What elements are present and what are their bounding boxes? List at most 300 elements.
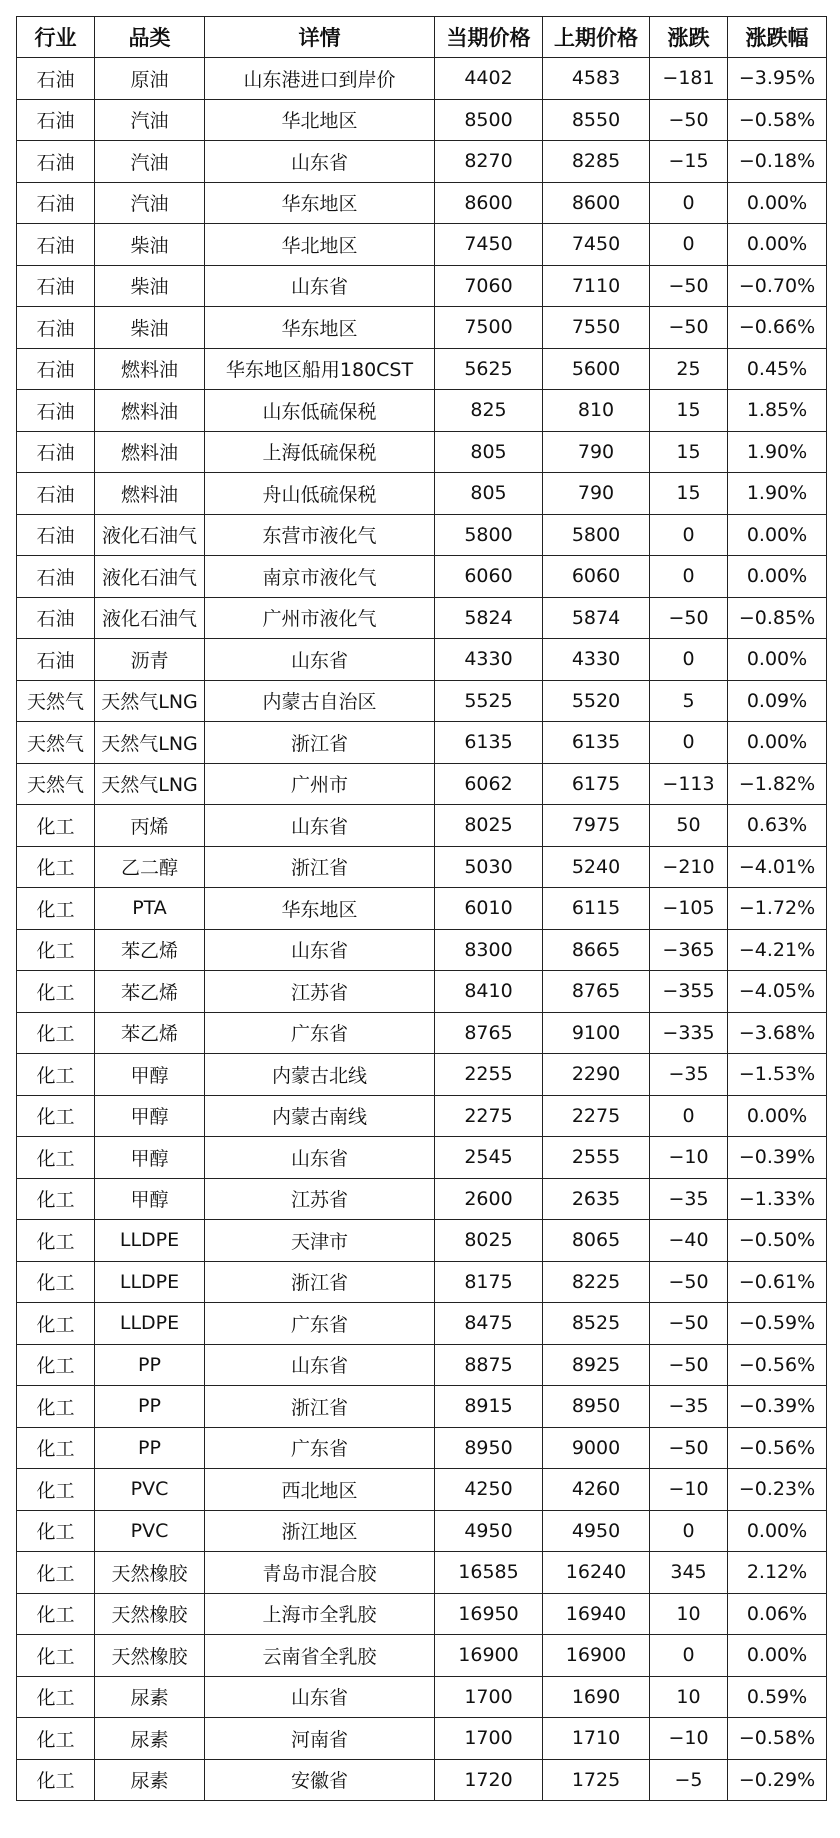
table-row <box>17 1469 827 1511</box>
cell-category: 天然气LNG <box>95 722 205 764</box>
cell-details: 华北地区 <box>205 224 435 266</box>
table-row <box>17 224 827 266</box>
cell-industry: 化工 <box>17 805 95 847</box>
cell-previous-price: 16240 <box>543 1552 650 1594</box>
cell-previous-price: 6175 <box>543 763 650 805</box>
cell-industry: 石油 <box>17 390 95 432</box>
cell-change-percent: 0.00% <box>728 1095 827 1137</box>
cell-industry: 化工 <box>17 1510 95 1552</box>
cell-industry: 石油 <box>17 348 95 390</box>
cell-change: −10 <box>650 1718 728 1760</box>
cell-change: −50 <box>650 1261 728 1303</box>
cell-change-percent: 0.09% <box>728 680 827 722</box>
table-row <box>17 1635 827 1677</box>
cell-change-percent: 0.00% <box>728 639 827 681</box>
cell-details: 浙江省 <box>205 1386 435 1428</box>
cell-current-price: 825 <box>435 390 543 432</box>
cell-previous-price: 8765 <box>543 971 650 1013</box>
cell-current-price: 5525 <box>435 680 543 722</box>
cell-previous-price: 8525 <box>543 1303 650 1345</box>
cell-previous-price: 790 <box>543 431 650 473</box>
cell-change: 345 <box>650 1552 728 1594</box>
cell-category: 柴油 <box>95 307 205 349</box>
cell-current-price: 8025 <box>435 1220 543 1262</box>
table-row <box>17 182 827 224</box>
cell-details: 浙江省 <box>205 1261 435 1303</box>
cell-industry: 化工 <box>17 1635 95 1677</box>
cell-current-price: 6135 <box>435 722 543 764</box>
cell-previous-price: 2555 <box>543 1137 650 1179</box>
cell-industry: 化工 <box>17 1593 95 1635</box>
cell-previous-price: 4583 <box>543 58 650 100</box>
cell-details: 华北地区 <box>205 99 435 141</box>
cell-current-price: 8600 <box>435 182 543 224</box>
cell-category: PVC <box>95 1510 205 1552</box>
cell-current-price: 4330 <box>435 639 543 681</box>
cell-change-percent: −1.82% <box>728 763 827 805</box>
cell-change-percent: −0.29% <box>728 1759 827 1801</box>
table-row <box>17 265 827 307</box>
table-row <box>17 929 827 971</box>
cell-current-price: 8765 <box>435 1012 543 1054</box>
cell-previous-price: 5800 <box>543 514 650 556</box>
cell-details: 青岛市混合胶 <box>205 1552 435 1594</box>
cell-change: −50 <box>650 1344 728 1386</box>
cell-category: PVC <box>95 1469 205 1511</box>
cell-details: 天津市 <box>205 1220 435 1262</box>
cell-current-price: 16585 <box>435 1552 543 1594</box>
table-row <box>17 1178 827 1220</box>
table-row <box>17 805 827 847</box>
cell-change-percent: 0.00% <box>728 1510 827 1552</box>
cell-details: 山东省 <box>205 1676 435 1718</box>
cell-details: 南京市液化气 <box>205 556 435 598</box>
cell-category: 汽油 <box>95 141 205 183</box>
cell-previous-price: 16900 <box>543 1635 650 1677</box>
cell-change-percent: −0.85% <box>728 597 827 639</box>
cell-change-percent: −0.39% <box>728 1137 827 1179</box>
table-row <box>17 390 827 432</box>
cell-change: −15 <box>650 141 728 183</box>
cell-industry: 化工 <box>17 1220 95 1262</box>
cell-industry: 化工 <box>17 1676 95 1718</box>
cell-current-price: 5824 <box>435 597 543 639</box>
cell-industry: 石油 <box>17 514 95 556</box>
cell-change: 0 <box>650 1635 728 1677</box>
cell-change: 15 <box>650 431 728 473</box>
cell-change-percent: −0.61% <box>728 1261 827 1303</box>
cell-change: −113 <box>650 763 728 805</box>
cell-change: −181 <box>650 58 728 100</box>
cell-current-price: 8950 <box>435 1427 543 1469</box>
cell-change-percent: 0.00% <box>728 556 827 598</box>
cell-details: 浙江省 <box>205 846 435 888</box>
cell-change: 25 <box>650 348 728 390</box>
cell-category: 苯乙烯 <box>95 971 205 1013</box>
cell-previous-price: 2290 <box>543 1054 650 1096</box>
cell-category: 天然橡胶 <box>95 1635 205 1677</box>
cell-details: 江苏省 <box>205 971 435 1013</box>
cell-change-percent: −0.39% <box>728 1386 827 1428</box>
cell-change-percent: 0.59% <box>728 1676 827 1718</box>
table-row <box>17 514 827 556</box>
cell-category: 燃料油 <box>95 431 205 473</box>
cell-industry: 石油 <box>17 597 95 639</box>
table-row <box>17 971 827 1013</box>
cell-change-percent: 0.00% <box>728 1635 827 1677</box>
cell-industry: 化工 <box>17 1469 95 1511</box>
table-body <box>17 58 827 1801</box>
cell-change: −50 <box>650 265 728 307</box>
cell-current-price: 8175 <box>435 1261 543 1303</box>
table-row <box>17 846 827 888</box>
cell-change: −365 <box>650 929 728 971</box>
cell-category: 甲醇 <box>95 1095 205 1137</box>
cell-previous-price: 4260 <box>543 1469 650 1511</box>
cell-change: 0 <box>650 639 728 681</box>
header-category: 品类 <box>95 17 205 58</box>
cell-change-percent: −1.33% <box>728 1178 827 1220</box>
cell-category: PTA <box>95 888 205 930</box>
cell-previous-price: 810 <box>543 390 650 432</box>
cell-current-price: 2600 <box>435 1178 543 1220</box>
table-row <box>17 1303 827 1345</box>
cell-industry: 石油 <box>17 639 95 681</box>
cell-change-percent: 0.06% <box>728 1593 827 1635</box>
cell-details: 广州市液化气 <box>205 597 435 639</box>
cell-details: 山东省 <box>205 929 435 971</box>
table-row <box>17 1386 827 1428</box>
cell-category: 沥青 <box>95 639 205 681</box>
cell-industry: 石油 <box>17 141 95 183</box>
cell-category: 汽油 <box>95 99 205 141</box>
cell-change: −40 <box>650 1220 728 1262</box>
cell-category: 苯乙烯 <box>95 929 205 971</box>
cell-category: 液化石油气 <box>95 514 205 556</box>
cell-category: 甲醇 <box>95 1137 205 1179</box>
cell-change: 50 <box>650 805 728 847</box>
cell-change-percent: −1.72% <box>728 888 827 930</box>
cell-change-percent: −0.50% <box>728 1220 827 1262</box>
cell-category: 尿素 <box>95 1676 205 1718</box>
cell-category: 柴油 <box>95 224 205 266</box>
cell-details: 安徽省 <box>205 1759 435 1801</box>
cell-category: 苯乙烯 <box>95 1012 205 1054</box>
cell-current-price: 4950 <box>435 1510 543 1552</box>
cell-change-percent: 2.12% <box>728 1552 827 1594</box>
cell-change: 0 <box>650 224 728 266</box>
cell-change: −355 <box>650 971 728 1013</box>
cell-details: 浙江地区 <box>205 1510 435 1552</box>
cell-change: 0 <box>650 556 728 598</box>
cell-change: 0 <box>650 1095 728 1137</box>
table-row <box>17 1344 827 1386</box>
cell-details: 华东地区船用180CST <box>205 348 435 390</box>
cell-industry: 化工 <box>17 1012 95 1054</box>
cell-details: 浙江省 <box>205 722 435 764</box>
commodity-price-table <box>16 16 827 1801</box>
cell-current-price: 805 <box>435 473 543 515</box>
cell-industry: 石油 <box>17 556 95 598</box>
cell-previous-price: 5520 <box>543 680 650 722</box>
cell-previous-price: 8950 <box>543 1386 650 1428</box>
header-previous-price: 上期价格 <box>543 17 650 58</box>
cell-current-price: 8875 <box>435 1344 543 1386</box>
cell-change-percent: −4.01% <box>728 846 827 888</box>
table-row <box>17 1759 827 1801</box>
cell-details: 内蒙古南线 <box>205 1095 435 1137</box>
cell-change-percent: 0.00% <box>728 224 827 266</box>
cell-category: PP <box>95 1427 205 1469</box>
cell-industry: 天然气 <box>17 680 95 722</box>
cell-previous-price: 8925 <box>543 1344 650 1386</box>
cell-category: 甲醇 <box>95 1178 205 1220</box>
cell-previous-price: 8225 <box>543 1261 650 1303</box>
cell-change-percent: 0.45% <box>728 348 827 390</box>
cell-current-price: 2255 <box>435 1054 543 1096</box>
cell-current-price: 8025 <box>435 805 543 847</box>
table-row <box>17 1676 827 1718</box>
table-row <box>17 1012 827 1054</box>
cell-change-percent: −0.58% <box>728 99 827 141</box>
cell-change-percent: −0.56% <box>728 1427 827 1469</box>
cell-previous-price: 2275 <box>543 1095 650 1137</box>
cell-change: −50 <box>650 307 728 349</box>
table-row <box>17 1137 827 1179</box>
cell-category: 甲醇 <box>95 1054 205 1096</box>
cell-previous-price: 7450 <box>543 224 650 266</box>
cell-industry: 化工 <box>17 888 95 930</box>
cell-current-price: 1700 <box>435 1676 543 1718</box>
table-row <box>17 1552 827 1594</box>
header-current-price: 当期价格 <box>435 17 543 58</box>
cell-current-price: 1700 <box>435 1718 543 1760</box>
cell-details: 云南省全乳胶 <box>205 1635 435 1677</box>
cell-previous-price: 4330 <box>543 639 650 681</box>
cell-change-percent: −3.68% <box>728 1012 827 1054</box>
cell-current-price: 5030 <box>435 846 543 888</box>
cell-details: 上海低硫保税 <box>205 431 435 473</box>
cell-industry: 化工 <box>17 1054 95 1096</box>
cell-category: 尿素 <box>95 1718 205 1760</box>
cell-previous-price: 1710 <box>543 1718 650 1760</box>
cell-change-percent: −0.58% <box>728 1718 827 1760</box>
cell-current-price: 16900 <box>435 1635 543 1677</box>
table-row <box>17 58 827 100</box>
cell-category: 汽油 <box>95 182 205 224</box>
cell-category: 液化石油气 <box>95 597 205 639</box>
cell-details: 广东省 <box>205 1012 435 1054</box>
cell-category: 燃料油 <box>95 348 205 390</box>
table-row <box>17 1095 827 1137</box>
cell-industry: 石油 <box>17 307 95 349</box>
cell-change-percent: −4.21% <box>728 929 827 971</box>
cell-details: 广州市 <box>205 763 435 805</box>
table-row <box>17 141 827 183</box>
cell-industry: 天然气 <box>17 763 95 805</box>
cell-industry: 石油 <box>17 265 95 307</box>
cell-industry: 天然气 <box>17 722 95 764</box>
table-row <box>17 888 827 930</box>
cell-change: 10 <box>650 1593 728 1635</box>
cell-previous-price: 790 <box>543 473 650 515</box>
cell-change: 5 <box>650 680 728 722</box>
cell-category: 原油 <box>95 58 205 100</box>
cell-category: 液化石油气 <box>95 556 205 598</box>
cell-change-percent: 1.90% <box>728 473 827 515</box>
table-row <box>17 1220 827 1262</box>
cell-category: 尿素 <box>95 1759 205 1801</box>
table-row <box>17 1427 827 1469</box>
cell-category: 燃料油 <box>95 390 205 432</box>
cell-change: −35 <box>650 1054 728 1096</box>
cell-category: 丙烯 <box>95 805 205 847</box>
cell-industry: 化工 <box>17 846 95 888</box>
cell-change: −50 <box>650 99 728 141</box>
cell-change-percent: −0.66% <box>728 307 827 349</box>
cell-current-price: 8300 <box>435 929 543 971</box>
header-change-percent: 涨跌幅 <box>728 17 827 58</box>
table-row <box>17 763 827 805</box>
cell-current-price: 5625 <box>435 348 543 390</box>
cell-details: 东营市液化气 <box>205 514 435 556</box>
cell-details: 山东省 <box>205 805 435 847</box>
cell-current-price: 1720 <box>435 1759 543 1801</box>
cell-category: 天然气LNG <box>95 763 205 805</box>
cell-previous-price: 9000 <box>543 1427 650 1469</box>
cell-category: 天然气LNG <box>95 680 205 722</box>
cell-change: 15 <box>650 473 728 515</box>
cell-details: 西北地区 <box>205 1469 435 1511</box>
table-row <box>17 1054 827 1096</box>
cell-details: 山东省 <box>205 265 435 307</box>
cell-change: 10 <box>650 1676 728 1718</box>
cell-previous-price: 6060 <box>543 556 650 598</box>
cell-category: PP <box>95 1386 205 1428</box>
cell-details: 广东省 <box>205 1303 435 1345</box>
cell-current-price: 7060 <box>435 265 543 307</box>
cell-details: 江苏省 <box>205 1178 435 1220</box>
cell-current-price: 6060 <box>435 556 543 598</box>
cell-industry: 化工 <box>17 1759 95 1801</box>
cell-change: 0 <box>650 182 728 224</box>
cell-category: LLDPE <box>95 1261 205 1303</box>
table-row <box>17 597 827 639</box>
cell-change: −10 <box>650 1137 728 1179</box>
cell-change-percent: 0.00% <box>728 182 827 224</box>
cell-previous-price: 8285 <box>543 141 650 183</box>
cell-industry: 石油 <box>17 99 95 141</box>
cell-change: 0 <box>650 514 728 556</box>
cell-details: 广东省 <box>205 1427 435 1469</box>
cell-category: 天然橡胶 <box>95 1552 205 1594</box>
cell-category: 天然橡胶 <box>95 1593 205 1635</box>
cell-change-percent: −3.95% <box>728 58 827 100</box>
cell-details: 山东低硫保税 <box>205 390 435 432</box>
cell-previous-price: 2635 <box>543 1178 650 1220</box>
cell-category: 柴油 <box>95 265 205 307</box>
cell-industry: 化工 <box>17 1095 95 1137</box>
cell-change: 15 <box>650 390 728 432</box>
cell-change-percent: 0.00% <box>728 514 827 556</box>
cell-industry: 化工 <box>17 971 95 1013</box>
cell-change-percent: −0.56% <box>728 1344 827 1386</box>
cell-category: LLDPE <box>95 1303 205 1345</box>
cell-current-price: 2275 <box>435 1095 543 1137</box>
cell-details: 河南省 <box>205 1718 435 1760</box>
cell-category: LLDPE <box>95 1220 205 1262</box>
cell-industry: 化工 <box>17 1261 95 1303</box>
cell-change-percent: 0.00% <box>728 722 827 764</box>
cell-details: 山东省 <box>205 1137 435 1179</box>
cell-change: −10 <box>650 1469 728 1511</box>
cell-previous-price: 7110 <box>543 265 650 307</box>
cell-previous-price: 8550 <box>543 99 650 141</box>
table-row <box>17 1510 827 1552</box>
cell-change-percent: −0.70% <box>728 265 827 307</box>
cell-previous-price: 16940 <box>543 1593 650 1635</box>
cell-details: 华东地区 <box>205 307 435 349</box>
cell-current-price: 6062 <box>435 763 543 805</box>
cell-change: 0 <box>650 722 728 764</box>
cell-industry: 石油 <box>17 473 95 515</box>
cell-industry: 石油 <box>17 182 95 224</box>
header-details: 详情 <box>205 17 435 58</box>
cell-current-price: 8475 <box>435 1303 543 1345</box>
cell-details: 山东省 <box>205 1344 435 1386</box>
table-row <box>17 722 827 764</box>
cell-current-price: 7500 <box>435 307 543 349</box>
cell-details: 华东地区 <box>205 888 435 930</box>
table-row <box>17 639 827 681</box>
cell-industry: 石油 <box>17 58 95 100</box>
cell-current-price: 805 <box>435 431 543 473</box>
cell-previous-price: 8665 <box>543 929 650 971</box>
cell-change: −210 <box>650 846 728 888</box>
cell-industry: 化工 <box>17 929 95 971</box>
cell-previous-price: 5600 <box>543 348 650 390</box>
cell-current-price: 2545 <box>435 1137 543 1179</box>
table-row <box>17 307 827 349</box>
header-row <box>17 17 827 58</box>
cell-current-price: 4402 <box>435 58 543 100</box>
cell-change: −50 <box>650 597 728 639</box>
cell-change-percent: 1.85% <box>728 390 827 432</box>
cell-previous-price: 7975 <box>543 805 650 847</box>
cell-previous-price: 6115 <box>543 888 650 930</box>
cell-category: PP <box>95 1344 205 1386</box>
cell-change-percent: −0.18% <box>728 141 827 183</box>
cell-industry: 化工 <box>17 1137 95 1179</box>
header-industry: 行业 <box>17 17 95 58</box>
cell-details: 舟山低硫保税 <box>205 473 435 515</box>
cell-change: −50 <box>650 1427 728 1469</box>
cell-previous-price: 6135 <box>543 722 650 764</box>
cell-details: 山东省 <box>205 639 435 681</box>
cell-current-price: 8915 <box>435 1386 543 1428</box>
cell-previous-price: 8065 <box>543 1220 650 1262</box>
table-row <box>17 473 827 515</box>
cell-previous-price: 5240 <box>543 846 650 888</box>
cell-industry: 石油 <box>17 224 95 266</box>
cell-current-price: 6010 <box>435 888 543 930</box>
cell-change: −335 <box>650 1012 728 1054</box>
cell-category: 乙二醇 <box>95 846 205 888</box>
cell-details: 华东地区 <box>205 182 435 224</box>
cell-change-percent: −1.53% <box>728 1054 827 1096</box>
cell-industry: 化工 <box>17 1427 95 1469</box>
cell-change-percent: −4.05% <box>728 971 827 1013</box>
